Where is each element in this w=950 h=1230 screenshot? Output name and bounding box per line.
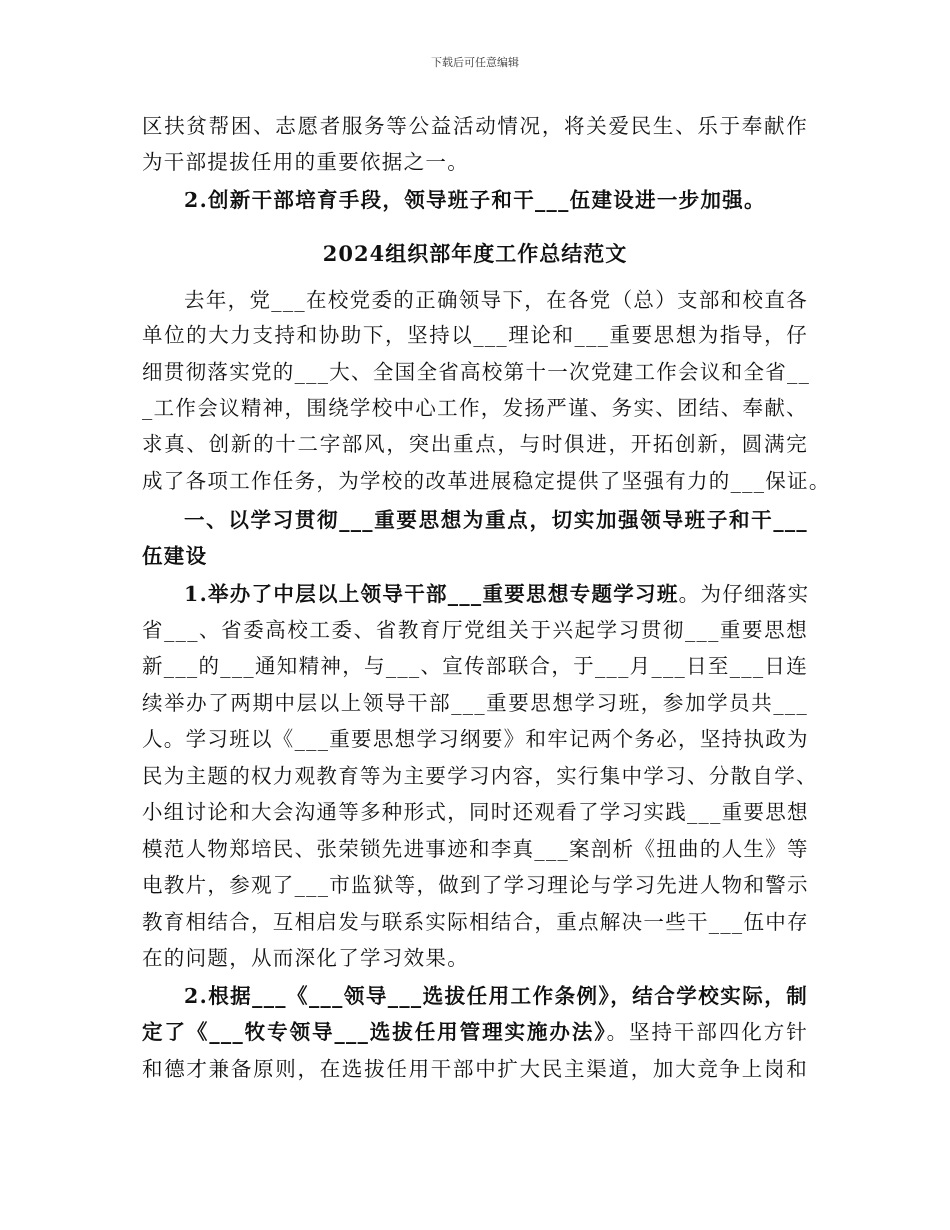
text-line: 为干部提拔任用的重要依据之一。 <box>142 150 469 174</box>
text-segment: 定了《___牧专领导___选拔任用管理实施办法》 <box>142 1020 607 1044</box>
text-line: 人。学习班以《___重要思想学习纲要》和牢记两个务必，坚持执政为 <box>142 727 809 751</box>
page-header: 下载后可任意编辑 <box>431 56 519 69</box>
text-line: 省___、省委高校工委、省教育厅党组关于兴起学习贯彻___重要思想 <box>142 618 808 642</box>
text-line: 区扶贫帮困、志愿者服务等公益活动情况，将关爱民生、乐于奉献作 <box>142 114 808 138</box>
text-line: 教育相结合，互相启发与联系实际相结合，重点解决一些干___伍中存 <box>142 910 809 934</box>
text-segment: 。为仔细落实 <box>678 582 810 606</box>
text-line: 小组讨论和大会沟通等多种形式，同时还观看了学习实践___重要思想 <box>142 800 809 824</box>
text-line: 电教片，参观了___市监狱等，做到了学习理论与学习先进人物和警示 <box>142 873 809 897</box>
text-line: 求真、创新的十二字部风，突出重点，与时俱进，开拓创新，圆满完 <box>142 432 808 456</box>
text-line: 2.创新干部培育手段，领导班子和干___伍建设进一步加强。 <box>184 188 766 212</box>
text-segment: 。坚持干部四化方针 <box>606 1020 809 1044</box>
text-line: 一、以学习贯彻___重要思想为重点，切实加强领导班子和干___ <box>184 508 808 532</box>
text-line: 模范人物郑培民、张荣锁先进事迹和李真___案剖析《扭曲的人生》等 <box>142 837 809 861</box>
text-line <box>184 584 808 605</box>
text-line: 和德才兼备原则，在选拔任用干部中扩大民主渠道，加大竞争上岗和 <box>142 1057 808 1081</box>
text-line: 单位的大力支持和协助下，坚持以___理论和___重要思想为指导，仔 <box>142 323 808 347</box>
text-line: 成了各项工作任务，为学校的改革进展稳定提供了坚强有力的___保证。 <box>142 469 831 493</box>
text-line: _工作会议精神，围绕学校中心工作，发扬严谨、务实、团结、奉献、 <box>142 396 808 420</box>
text-line: 去年，党___在校党委的正确领导下，在各党（总）支部和校直各 <box>184 288 808 312</box>
text-line: 2.根据___《___领导___选拔任用工作条例》，结合学校实际，制 <box>184 984 808 1008</box>
text-line: 细贯彻落实党的___大、全国全省高校第十一次党建工作会议和全省__ <box>142 360 811 384</box>
text-line: 新___的___通知精神，与___、宣传部联合，于___月___日至___日连 <box>142 654 808 678</box>
text-segment: 1.举办了中层以上领导干部___重要思想专题学习班 <box>184 582 679 606</box>
text-line: 在的问题，从而深化了学习效果。 <box>142 946 469 970</box>
text-line: 民为主题的权力观教育等为主要学习内容，实行集中学习、分散自学、 <box>142 764 818 788</box>
text-line: 续举办了两期中层以上领导干部___重要思想学习班，参加学员共___ <box>142 691 808 715</box>
document-title: 2024组织部年度工作总结范文 <box>322 241 628 266</box>
text-line: 伍建设 <box>142 544 208 568</box>
text-line <box>142 1022 808 1043</box>
